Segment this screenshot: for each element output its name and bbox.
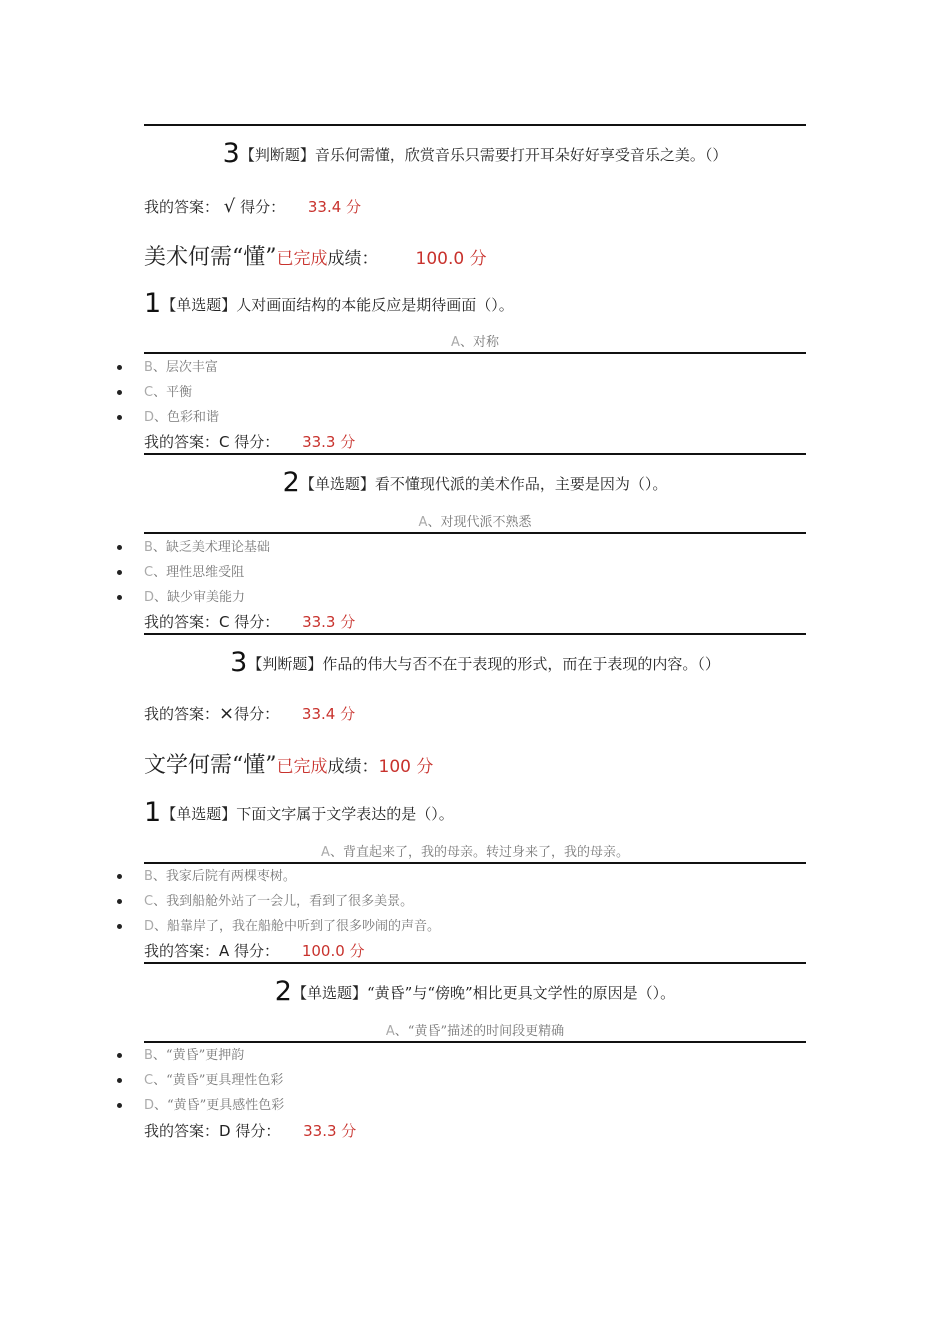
option-list — [144, 355, 219, 430]
answer-value: √ — [223, 196, 236, 217]
question-text: “黄昏”与“傍晚”相比更具文学性的原因是（）。 — [367, 984, 676, 1002]
bullet — [117, 415, 122, 420]
divider — [144, 532, 806, 534]
answer-line — [144, 196, 361, 217]
option-a[interactable]: A、对称 — [451, 335, 499, 350]
question-number: 1 — [144, 288, 162, 319]
question-number: 3 — [230, 647, 248, 678]
question-text: 音乐何需懂，欣赏音乐只需要打开耳朵好好享受音乐之美。（） — [314, 146, 728, 164]
section-title: 文学何需“懂” — [144, 753, 277, 778]
option-list — [144, 1043, 284, 1118]
answer-value: A — [219, 942, 230, 960]
section-header-art — [144, 240, 487, 271]
score-value: 33.4 分 — [307, 198, 362, 216]
bullet — [117, 924, 122, 929]
bullet — [117, 570, 122, 575]
answer-value: C — [219, 613, 230, 631]
answer-value: C — [219, 433, 230, 451]
section-header-literature — [144, 748, 433, 779]
divider — [144, 633, 806, 635]
status-badge: 已完成 — [276, 249, 328, 269]
bullet — [117, 874, 122, 879]
question-number: 3 — [222, 138, 240, 169]
bullet — [117, 1053, 122, 1058]
question-text: 看不懂现代派的美术作品，主要是因为（）。 — [374, 475, 668, 493]
option-a[interactable]: A、背直起来了，我的母亲。转过身来了，我的母亲。 — [321, 845, 629, 860]
option-a[interactable]: A、“黄昏”描述的时间段更精确 — [385, 1024, 565, 1039]
answer-label: 我的答案： — [144, 705, 220, 723]
score-label: 得分： — [229, 433, 280, 451]
answer-value: D — [219, 1122, 231, 1140]
question-type: 【单选题】 — [161, 805, 237, 823]
bullet — [117, 545, 122, 550]
answer-label: 我的答案： — [144, 942, 220, 960]
divider — [144, 124, 806, 126]
question-type: 【单选题】 — [161, 296, 237, 314]
bullet — [117, 1103, 122, 1108]
answer-line — [144, 1120, 356, 1141]
score-label: 得分： — [229, 942, 280, 960]
grade-value: 100.0 分 — [415, 249, 487, 269]
question-type: 【判断题】 — [239, 146, 315, 164]
bullet — [117, 1078, 122, 1083]
question-art-1 — [144, 288, 514, 319]
answer-label: 我的答案： — [144, 613, 220, 631]
option-c[interactable]: C、平衡 — [144, 380, 219, 405]
option-b[interactable]: B、“黄昏”更押韵 — [144, 1043, 284, 1068]
score-value: 33.3 分 — [302, 613, 356, 631]
option-list — [144, 535, 270, 610]
question-art-2 — [144, 467, 806, 498]
bullet — [117, 595, 122, 600]
answer-line — [144, 940, 365, 961]
bullet — [117, 365, 122, 370]
question-art-3 — [144, 647, 806, 678]
question-number: 2 — [282, 467, 300, 498]
divider — [144, 453, 806, 455]
answer-line — [144, 611, 355, 632]
option-list — [144, 864, 440, 939]
section-title: 美术何需“懂” — [144, 245, 277, 270]
question-type: 【单选题】 — [299, 475, 375, 493]
answer-label: 我的答案： — [144, 198, 220, 216]
score-value: 100.0 分 — [301, 942, 365, 960]
question-number: 1 — [144, 797, 162, 828]
grade-label: 成绩： — [327, 249, 379, 269]
question-number: 2 — [274, 976, 292, 1007]
answer-line — [144, 431, 355, 452]
grade-label: 成绩： — [327, 757, 379, 777]
option-d[interactable]: D、色彩和谐 — [144, 405, 219, 430]
bullet — [117, 390, 122, 395]
question-type: 【单选题】 — [291, 984, 367, 1002]
option-c[interactable]: C、理性思维受阻 — [144, 560, 270, 585]
status-badge: 已完成 — [276, 757, 328, 777]
option-a[interactable]: A、对现代派不熟悉 — [418, 515, 532, 530]
grade-value: 100 分 — [378, 757, 434, 777]
question-music-3 — [144, 138, 806, 169]
question-type: 【判断题】 — [247, 655, 323, 673]
option-c[interactable]: C、“黄昏”更具理性色彩 — [144, 1068, 284, 1093]
bullet — [117, 899, 122, 904]
score-value: 33.4 分 — [301, 705, 356, 723]
option-b[interactable]: B、我家后院有两棵枣树。 — [144, 864, 440, 889]
option-c[interactable]: C、我到船舱外站了一会儿，看到了很多美景。 — [144, 889, 440, 914]
question-text: 人对画面结构的本能反应是期待画面（）。 — [236, 296, 514, 314]
option-b[interactable]: B、层次丰富 — [144, 355, 219, 380]
score-label: 得分： — [240, 198, 286, 216]
answer-value: × — [219, 703, 235, 724]
option-d[interactable]: D、船靠岸了，我在船舱中听到了很多吵闹的声音。 — [144, 914, 440, 939]
score-value: 33.3 分 — [303, 1122, 357, 1140]
option-b[interactable]: B、缺乏美术理论基础 — [144, 535, 270, 560]
option-d[interactable]: D、缺少审美能力 — [144, 585, 270, 610]
score-label: 得分： — [230, 1122, 281, 1140]
question-text: 作品的伟大与否不在于表现的形式，而在于表现的内容。（） — [322, 655, 720, 673]
divider — [144, 962, 806, 964]
question-lit-2 — [144, 976, 806, 1007]
question-text: 下面文字属于文学表达的是（）。 — [236, 805, 454, 823]
question-lit-1 — [144, 797, 454, 828]
score-value: 33.3 分 — [302, 433, 356, 451]
option-d[interactable]: D、“黄昏”更具感性色彩 — [144, 1093, 284, 1118]
answer-line — [144, 703, 355, 724]
divider — [144, 352, 806, 354]
score-label: 得分： — [229, 613, 280, 631]
answer-label: 我的答案： — [144, 1122, 220, 1140]
answer-label: 我的答案： — [144, 433, 220, 451]
score-label: 得分： — [234, 705, 280, 723]
